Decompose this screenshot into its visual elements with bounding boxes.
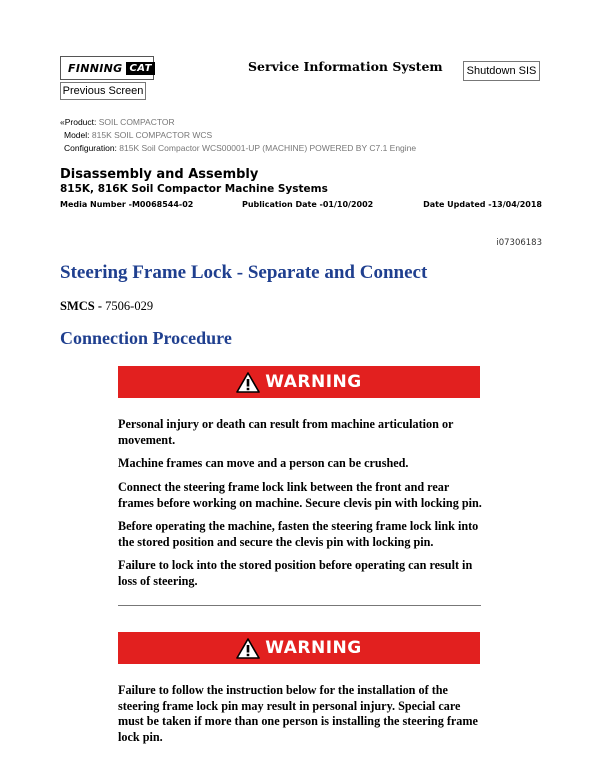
divider (118, 605, 481, 606)
model-label: Model: (64, 130, 90, 140)
section-title: Disassembly and Assembly (60, 167, 259, 182)
publication-date: Publication Date -01/10/2002 (242, 200, 374, 209)
warning-paragraph: Connect the steering frame lock link between the front and rear frames before working on machine. Secure clevis pin with locking pin. (118, 480, 482, 510)
warning-triangle-icon (236, 372, 260, 393)
smcs-value: 7506-029 (105, 299, 154, 313)
media-number: Media Number -M0068544-02 (60, 200, 194, 209)
configuration-line (64, 143, 416, 153)
warning-paragraph: Machine frames can move and a person can be crushed. (118, 456, 409, 470)
subheading: Connection Procedure (60, 328, 232, 348)
warning-paragraph: Personal injury or death can result from machine articulation or movement. (118, 417, 454, 447)
model-line (64, 130, 212, 140)
date-updated: Date Updated -13/04/2018 (423, 200, 542, 209)
configuration-label: Configuration: (64, 143, 117, 153)
warning-label: WARNING (265, 638, 362, 658)
product-value: SOIL COMPACTOR (98, 117, 175, 127)
warning-paragraph: Before operating the machine, fasten the steering frame lock link into the stored position and secure the clevis pin with locking pin. (118, 519, 479, 549)
reference-id: i07306183 (496, 238, 542, 248)
warning-paragraph: Failure to lock into the stored position before operating can result in loss of steering. (118, 558, 473, 588)
finning-cat-logo (60, 56, 154, 80)
warning-banner (118, 632, 480, 664)
logo-text: FINNING (68, 61, 123, 75)
model-value: 815K SOIL COMPACTOR WCS (91, 130, 213, 140)
previous-screen-button[interactable]: Previous Screen (60, 82, 146, 100)
section-subtitle: 815K, 816K Soil Compactor Machine Systems (60, 183, 328, 195)
warning-paragraph: Failure to follow the instruction below for the installation of the steering frame lock pin may result in personal injury. Special care must be taken if more than one person is installing the steering frame lock pin. (118, 683, 478, 744)
shutdown-sis-button[interactable]: Shutdown SIS (463, 61, 540, 81)
warning-banner (118, 366, 480, 398)
cat-logo-badge: CAT (126, 62, 154, 75)
system-title: Service Information System (248, 59, 443, 74)
product-line (60, 117, 175, 127)
product-link[interactable]: «Product: (60, 117, 97, 127)
smcs-code (60, 299, 153, 314)
page-title: Steering Frame Lock - Separate and Connect (60, 262, 428, 283)
warning-label: WARNING (265, 372, 362, 392)
configuration-value: 815K Soil Compactor WCS00001-UP (MACHINE) POWERED BY C7.1 Engine (119, 143, 417, 153)
smcs-label: SMCS - (60, 299, 103, 313)
warning-triangle-icon (236, 638, 260, 659)
